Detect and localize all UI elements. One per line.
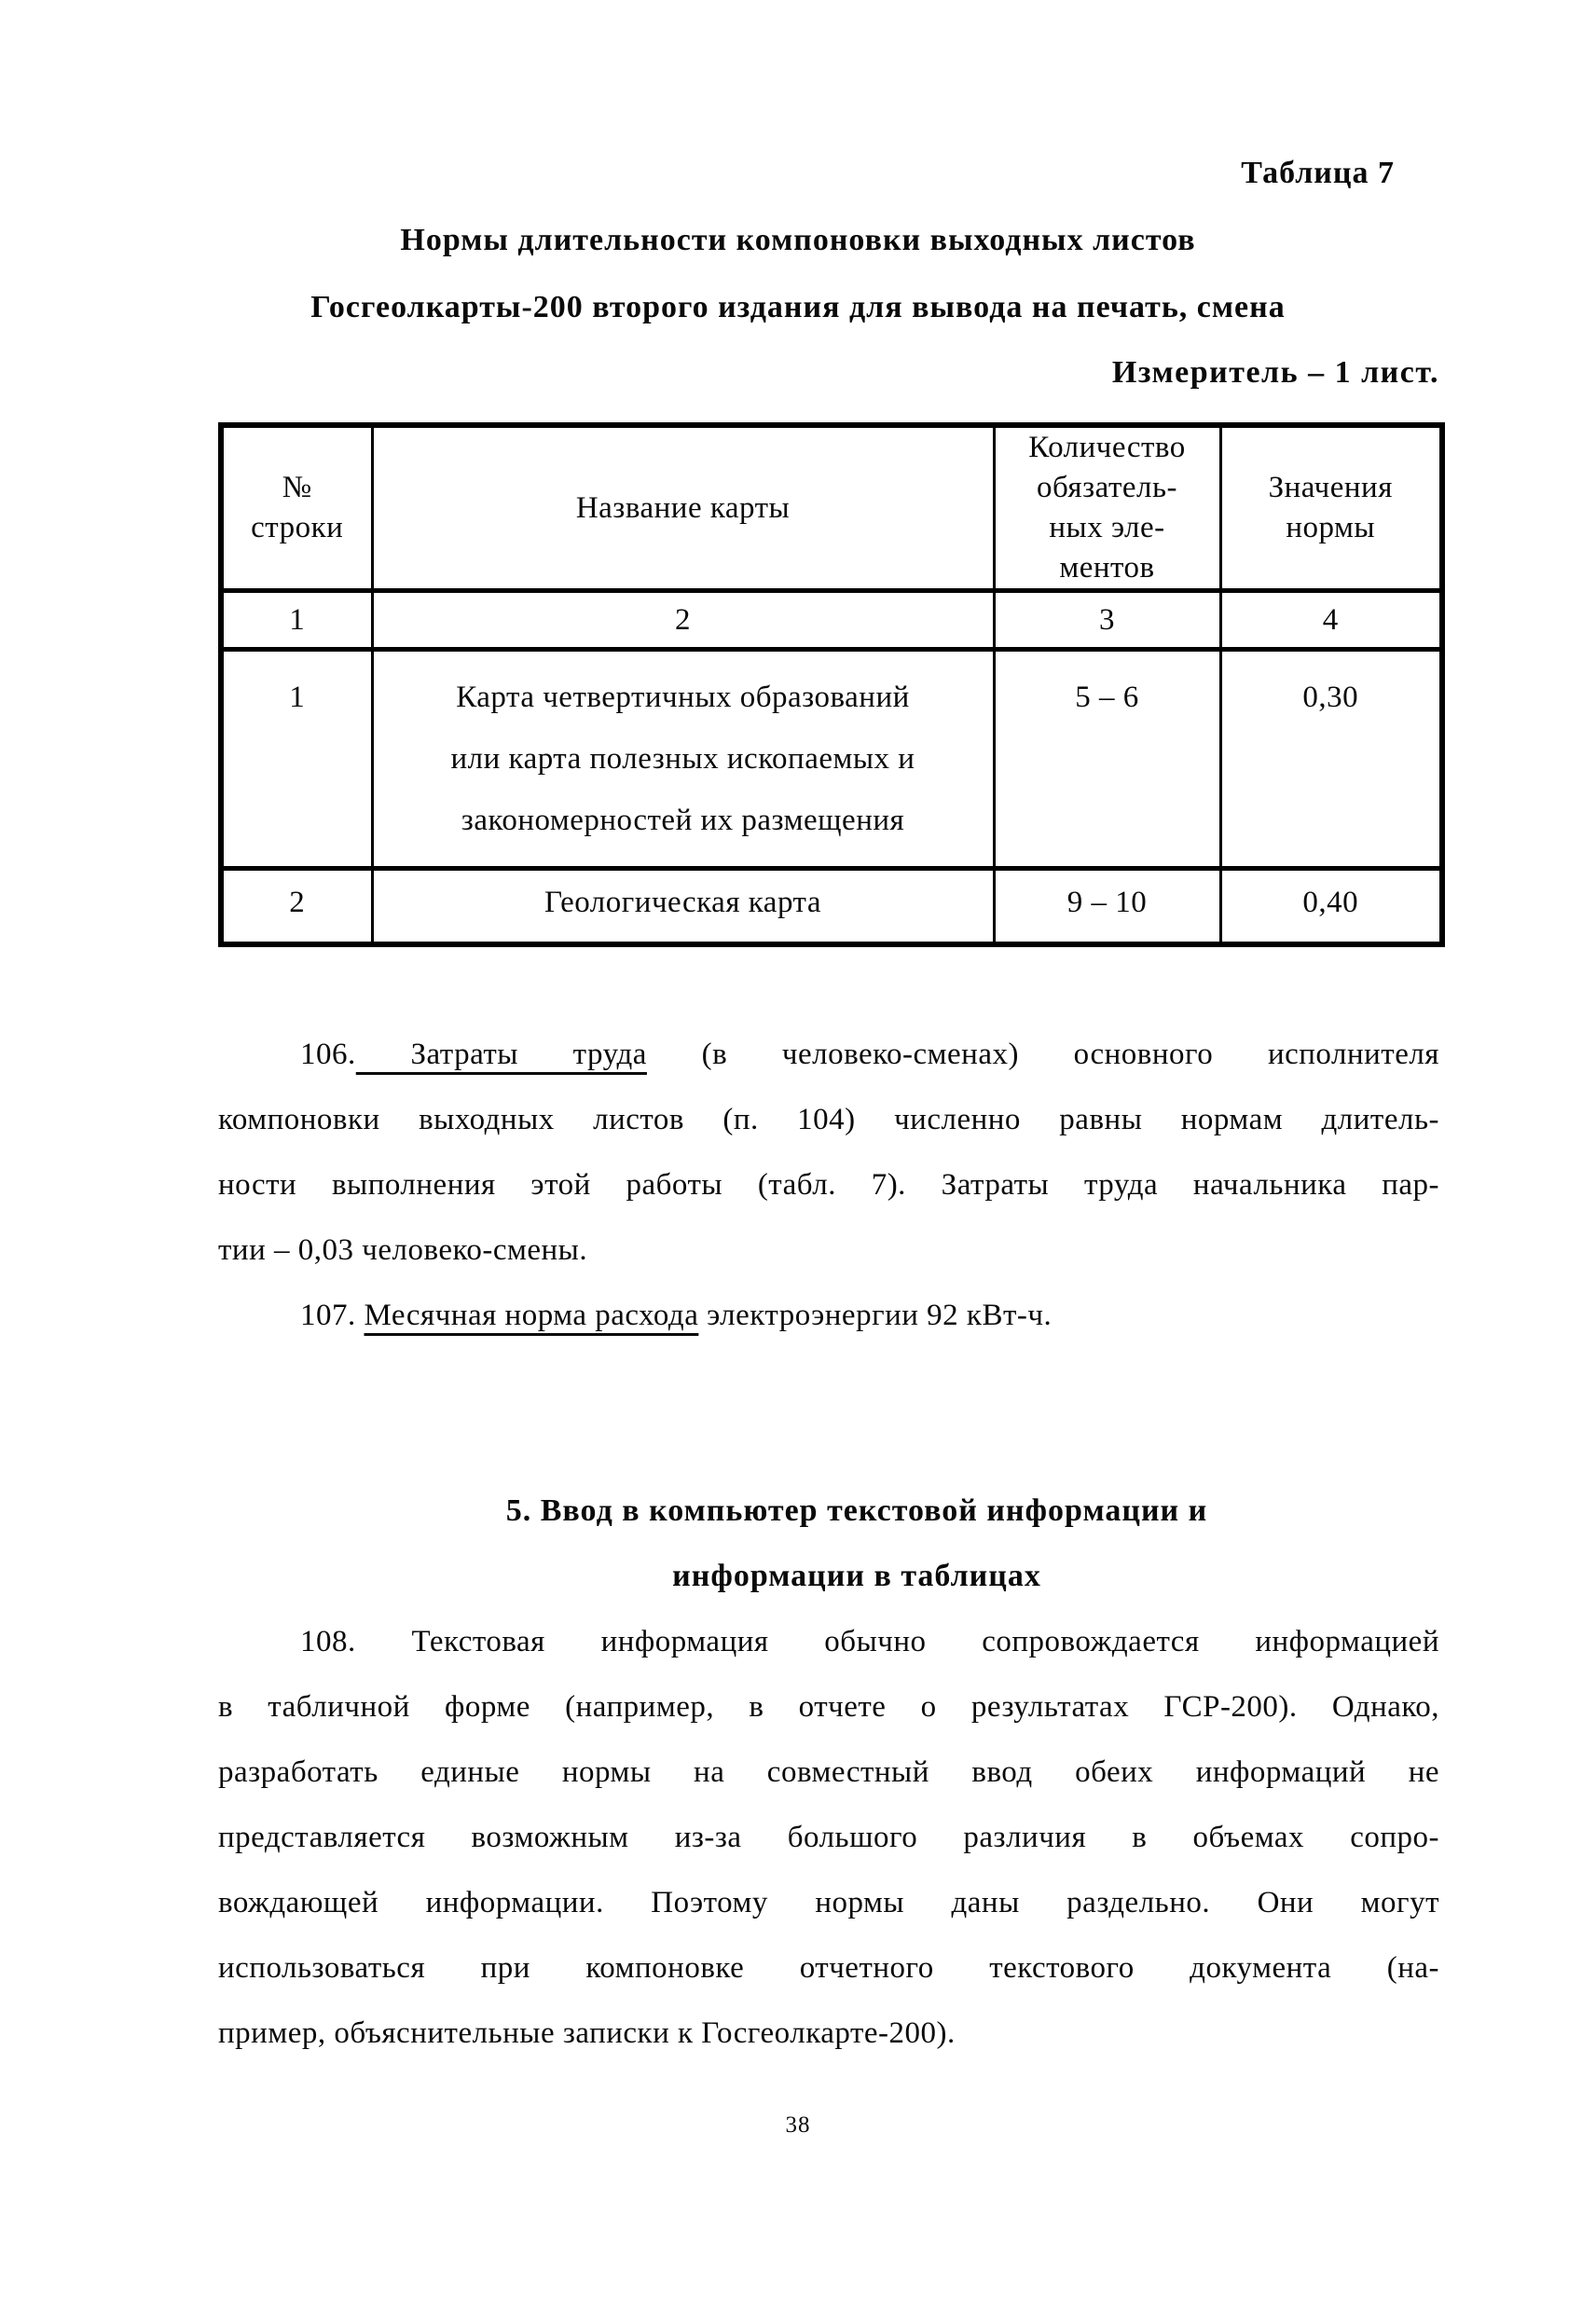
text-segment: использоваться при компоновке отчетного текстового документа (на- xyxy=(218,1951,1439,1985)
header-cell-required-elements: Количество обязатель- ных эле- ментов xyxy=(994,425,1220,591)
column-number-cell: 1 xyxy=(221,591,372,650)
table-caption-label: Таблица 7 xyxy=(1241,156,1395,190)
header-cell-norm-value: Значения нормы xyxy=(1220,425,1442,591)
document-title-line-1: Нормы длительности компоновки выходных листов xyxy=(400,223,1196,257)
text-line xyxy=(218,1870,1439,1935)
underlined-text: Затраты труда xyxy=(355,1038,647,1071)
heading-line: информации в таблицах xyxy=(672,1559,1041,1593)
text-segment: в табличной форме (например, в отчете о результатах ГСР-200). Однако, xyxy=(218,1690,1439,1724)
text-segment: 108. Текстовая информация обычно сопровождается информацией xyxy=(300,1625,1439,1658)
body-text xyxy=(218,1022,1439,2066)
table-header-row xyxy=(221,425,1442,591)
required-elements-cell: 9 – 10 xyxy=(994,869,1220,945)
text-segment: тии – 0,03 человеко-смены. xyxy=(218,1233,588,1267)
page-content xyxy=(218,155,1439,2066)
column-number-cell: 2 xyxy=(372,591,994,650)
header-cell-row-number: № строки xyxy=(221,425,372,591)
map-name-cell: Карта четвертичных образований или карта полезных ископаемых и закономерностей их размещения xyxy=(372,650,994,869)
paragraph-106 xyxy=(218,1022,1439,1283)
text-line xyxy=(218,1087,1439,1152)
table-row xyxy=(221,650,1442,869)
norm-value-cell: 0,30 xyxy=(1220,650,1442,869)
underlined-text: Месячная норма расхода xyxy=(364,1299,699,1332)
paragraph-107 xyxy=(218,1283,1439,1348)
text-line xyxy=(218,2001,1439,2066)
text-segment: пример, объяснительные записки к Госгеолкарте-200). xyxy=(218,2016,956,2050)
row-number-cell: 1 xyxy=(221,650,372,869)
map-name-cell: Геологическая карта xyxy=(372,869,994,945)
text-segment: 106. xyxy=(300,1038,356,1071)
text-line xyxy=(218,1283,1439,1348)
measure-note: Измеритель – 1 лист. xyxy=(1111,355,1439,390)
text-line xyxy=(218,1022,1439,1087)
paragraph-108 xyxy=(218,1609,1439,2066)
text-line xyxy=(218,1152,1439,1217)
text-line xyxy=(218,1674,1439,1740)
table-row xyxy=(221,869,1442,945)
section-5-heading xyxy=(218,1479,1439,1609)
text-line xyxy=(218,1805,1439,1870)
text-segment: вождающей информации. Поэтому нормы даны раздельно. Они могут xyxy=(218,1886,1439,1919)
required-elements-cell: 5 – 6 xyxy=(994,650,1220,869)
text-segment: компоновки выходных листов (п. 104) численно равны нормам длитель- xyxy=(218,1103,1439,1136)
header-cell-map-name: Название карты xyxy=(372,425,994,591)
text-segment: разработать единые нормы на совместный ввод обеих информаций не xyxy=(218,1755,1439,1789)
text-line xyxy=(218,1935,1439,2001)
text-segment: (в человеко-сменах) основного исполнителя xyxy=(646,1038,1439,1071)
text-line xyxy=(218,1740,1439,1805)
text-line xyxy=(218,1217,1439,1283)
column-number-row xyxy=(221,591,1442,650)
norms-table xyxy=(218,422,1445,947)
text-line xyxy=(218,1609,1439,1674)
column-number-cell: 4 xyxy=(1220,591,1442,650)
text-segment: представляется возможным из-за большого различия в объемах сопро- xyxy=(218,1821,1439,1854)
text-segment: ности выполнения этой работы (табл. 7). Затраты труда начальника пар- xyxy=(218,1168,1439,1202)
text-segment: электроэнергии 92 кВт-ч. xyxy=(698,1299,1053,1332)
norm-value-cell: 0,40 xyxy=(1220,869,1442,945)
page-number: 38 xyxy=(785,2112,811,2138)
column-number-cell: 3 xyxy=(994,591,1220,650)
row-number-cell: 2 xyxy=(221,869,372,945)
text-segment: 107. xyxy=(300,1299,365,1332)
heading-line: 5. Ввод в компьютер текстовой информации и xyxy=(505,1493,1208,1528)
document-title-line-2: Госгеолкарты-200 второго издания для вывода на печать, смена xyxy=(310,290,1286,324)
